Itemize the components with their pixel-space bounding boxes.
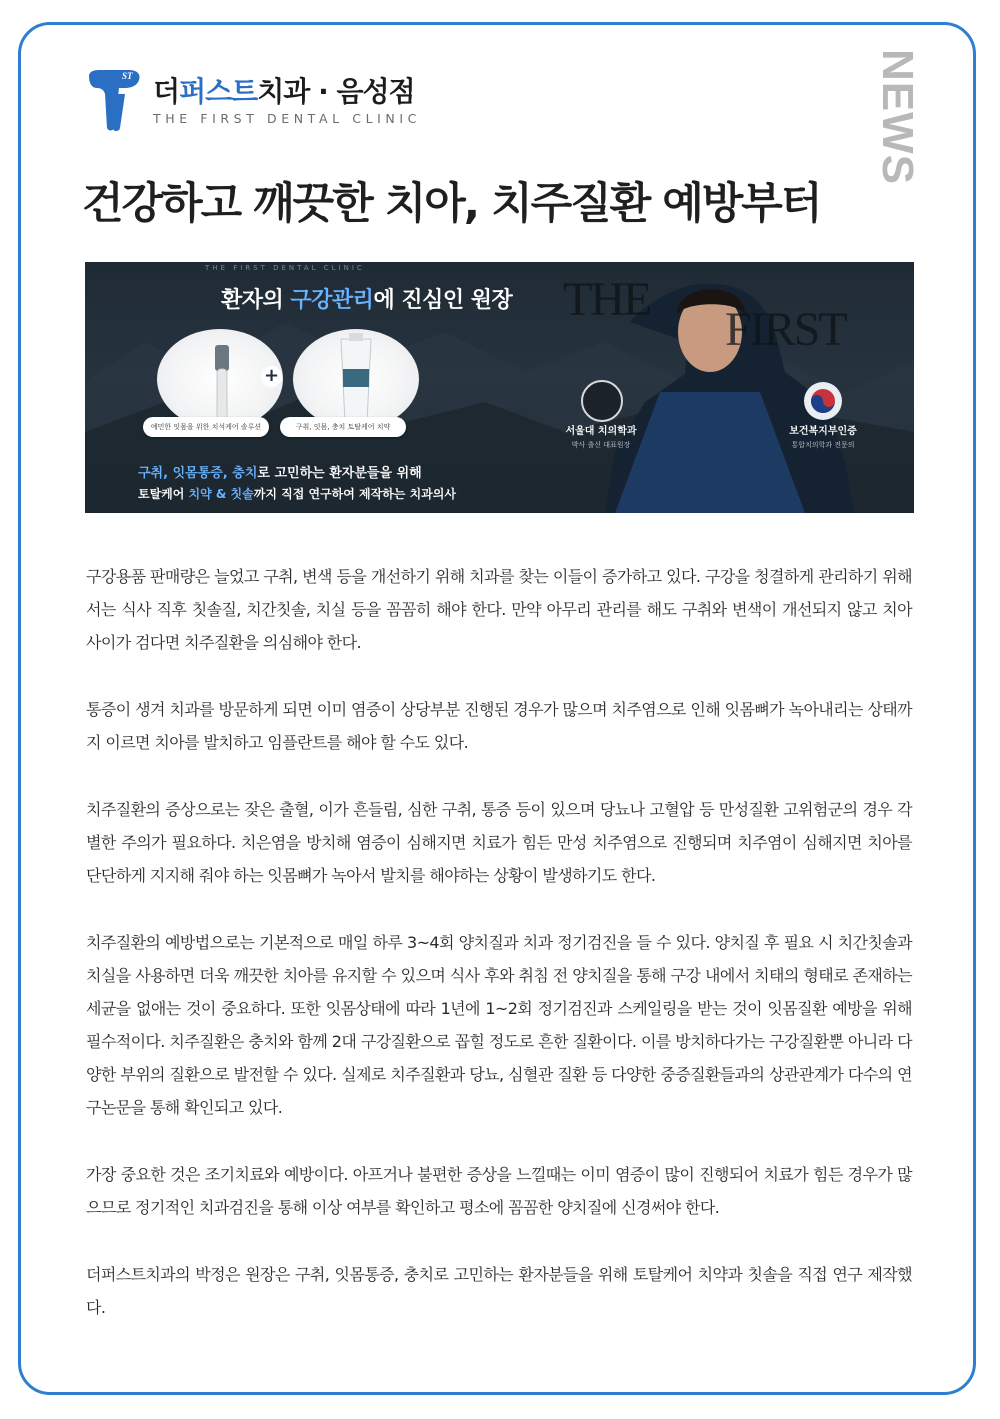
promo-banner-image xyxy=(85,262,914,513)
banner-title-pre: 환자의 xyxy=(221,288,291,313)
banner-copy-line2-post: 까지 직접 연구하여 제작하는 치과의사 xyxy=(253,487,456,501)
banner-copy-line2 xyxy=(138,485,456,502)
badge-left-sub: 박사 출신 대표원장 xyxy=(571,441,631,449)
banner-deco-first: FIRST xyxy=(725,303,846,356)
logo-mark-letters: ST xyxy=(122,71,133,81)
clinic-name xyxy=(153,76,421,108)
toothpaste-icon xyxy=(293,329,419,429)
badge-right xyxy=(775,422,871,450)
banner-copy-line2-highlight: 치약 & 칫솔 xyxy=(188,487,254,501)
clinic-subtitle: THE FIRST DENTAL CLINIC xyxy=(153,111,421,126)
taegeuk-icon xyxy=(804,382,842,420)
tooth-logo-icon xyxy=(85,70,143,132)
article-paragraph: 구강용품 판매량은 늘었고 구취, 변색 등을 개선하기 위해 치과를 찾는 이들이 증가하고 있다. 구강을 청결하게 관리하기 위해서는 식사 직후 칫솔질, 치간칫솔, 치실 등을 꼼꼼히 해야 한다. 만약 아무리 관리를 해도 구취와 변색이 개선되지 않고 치아 사이가 검다면 치주질환을 의심해야 한다. xyxy=(86,567,912,652)
product-label-right: 구취, 잇몸, 충치 토탈케어 치약 xyxy=(280,417,406,437)
badge-left xyxy=(553,422,649,450)
article-paragraph: 더퍼스트치과의 박정은 원장은 구취, 잇몸통증, 충치로 고민하는 환자분들을 위해 토탈케어 치약과 칫솔을 직접 연구 제작했다. xyxy=(86,1265,912,1317)
article-paragraph: 치주질환의 예방법으로는 기본적으로 매일 하루 3~4회 양치질과 치과 정기검진을 들 수 있다. 양치질 후 필요 시 치간칫솔과 치실을 사용하면 더욱 깨끗한 치아를 유지할 수 있으며 식사 후와 취침 전 양치질을 통해 구강 내에서 치태의 형태로 존재하는 세균을 없애는 것이 중요하다. 또한 잇몸상태에 따라 1년에 1~2회 정기검진과 스케일링을 받는 것이 잇몸질환 예방을 위해 필수적이다. 치주질환은 충치와 함께 2대 구강질환으로 꼽힐 정도로 흔한 질환이다. 이를 방치하다가는 구강질환뿐 아니라 다양한 부위의 질환으로 발전할 수 있다. 실제로 치주질환과 당뇨, 심혈관 질환 등 다양한 중증질환들과의 상관관계가 다수의 연구논문을 통해 확인되고 있다. xyxy=(86,933,912,1117)
banner-copy-line1-post: 로 고민하는 환자분들을 위해 xyxy=(257,466,422,481)
clinic-name-branch: 치과 · 음성점 xyxy=(257,75,415,108)
news-side-label xyxy=(862,49,932,185)
article-paragraph: 가장 중요한 것은 조기치료와 예방이다. 아프거나 불편한 증상을 느낄때는 이미 염증이 많이 진행되어 치료가 힘든 경우가 많으므로 정기적인 치과검진을 통해 이상 여부를 확인하고 평소에 꼼꼼한 양치질에 신경써야 한다. xyxy=(86,1165,912,1217)
university-emblem-icon xyxy=(581,380,623,422)
article-headline: 건강하고 깨끗한 치아, 치주질환 예방부터 xyxy=(82,179,821,229)
government-emblem-icon xyxy=(804,382,842,420)
banner-copy-line1-highlight: 구취, 잇몸통증, 충치 xyxy=(138,466,258,481)
banner-copy-line1 xyxy=(138,462,422,481)
product-label-left: 예민한 잇몸을 위한 치석케어 솔루션 xyxy=(143,417,269,437)
banner-copy-line2-pre: 토탈케어 xyxy=(138,487,189,501)
article-paragraph: 통증이 생겨 치과를 방문하게 되면 이미 염증이 상당부분 진행된 경우가 많으며 치주염으로 인해 잇몸뼈가 녹아내리는 상태까지 이르면 치아를 발치하고 임플란트를 해야 할 수도 있다. xyxy=(86,700,912,752)
banner-title-highlight: 구강관리 xyxy=(290,288,374,313)
badge-right-sub: 통합치의학과 전문의 xyxy=(791,441,855,449)
banner-title-post: 에 진심인 원장 xyxy=(373,288,513,313)
news-label-text: NEWS xyxy=(873,49,922,185)
clinic-name-pre: 더 xyxy=(153,75,180,108)
plus-icon: + xyxy=(261,366,282,387)
badge-left-title: 서울대 치의학과 xyxy=(565,426,637,437)
article-body xyxy=(86,560,912,1358)
clinic-logo[interactable] xyxy=(85,70,421,132)
toothpaste-product-image xyxy=(293,329,419,429)
banner-tiny-caption: THE FIRST DENTAL CLINIC xyxy=(205,264,365,272)
badge-right-title: 보건복지부인증 xyxy=(789,426,857,437)
banner-title xyxy=(221,283,512,314)
clinic-name-accent: 퍼스트 xyxy=(179,75,258,108)
article-paragraph: 치주질환의 증상으로는 잦은 출혈, 이가 흔들림, 심한 구취, 통증 등이 있으며 당뇨나 고혈압 등 만성질환 고위험군의 경우 각별한 주의가 필요하다. 치은염을 방치해 염증이 심해지면 치료가 힘든 만성 치주염으로 진행되며 치주염이 심해지면 치아를 단단하게 지지해 줘야 하는 잇몸뼈가 녹아서 발치를 해야하는 상황이 발생하기도 한다. xyxy=(86,800,912,885)
banner-deco-the: THE xyxy=(563,273,651,326)
